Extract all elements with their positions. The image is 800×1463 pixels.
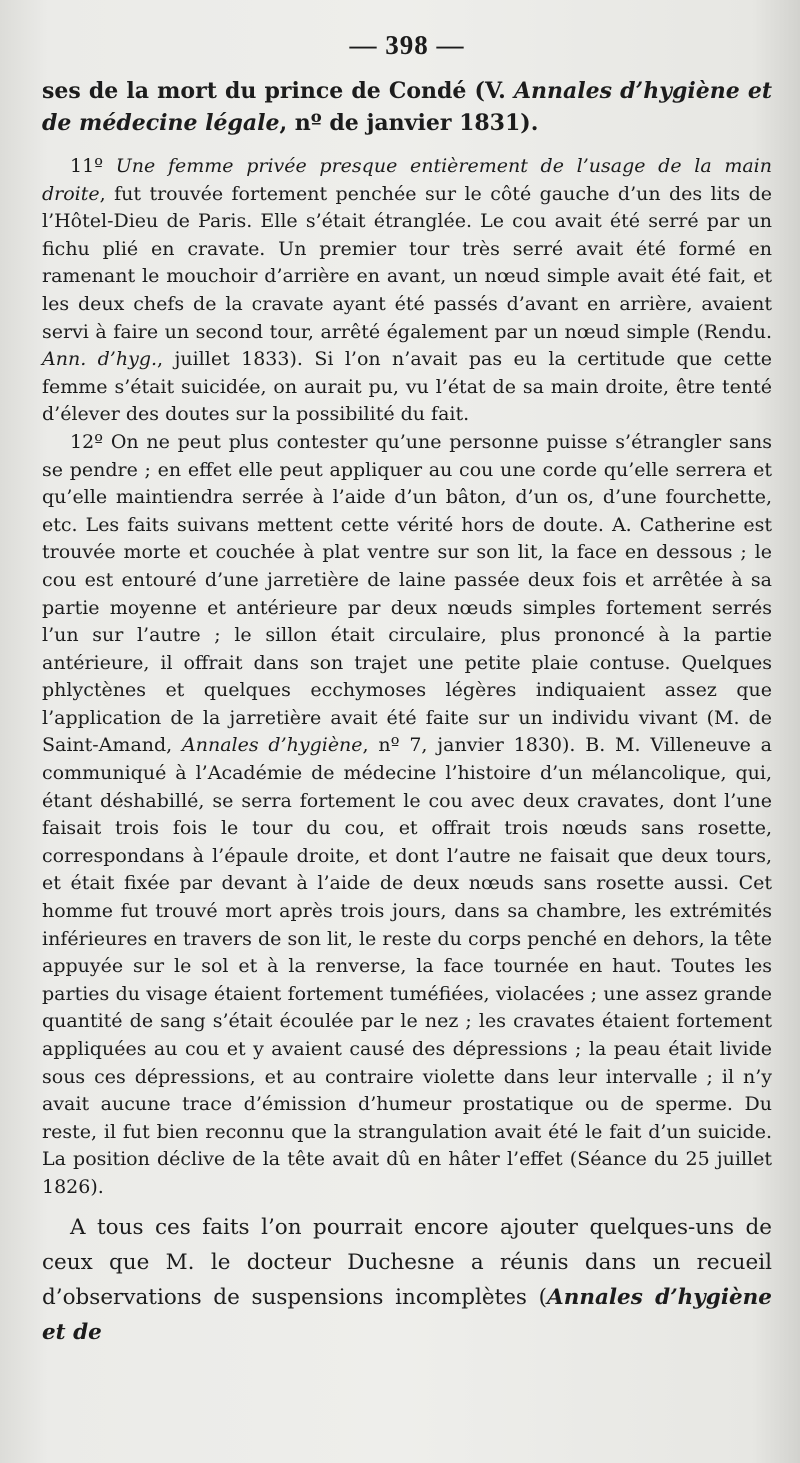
paragraph-11-text-2: , juillet 1833). Si l’on n’avait pas eu la certitude que cette femme s’était suicidée, on aurait pu, vu l’état de sa main droite, être tenté d’élever des doutes sur la possibilité du fait. <box>42 348 772 426</box>
intro-paragraph <box>42 75 772 139</box>
intro-journal-title: Annales d’hygiène et de médecine légale <box>42 78 772 136</box>
paragraph-11-citation: Ann. d’hyg. <box>42 348 158 371</box>
intro-text-1: ses de la mort du prince de Condé (V. <box>42 78 514 104</box>
page-number: — 398 — <box>349 30 465 60</box>
paragraph-12-citation: Annales d’hygiène <box>182 734 363 757</box>
paragraph-12 <box>42 429 772 1202</box>
paragraph-12-text-1: 12º On ne peut plus contester qu’une personne puisse s’étrangler sans se pendre ; en effet elle peut appliquer au cou une corde qu’elle serrera et qu’elle maintiendra serrée à l’aide d’un bâton, d’un os, d’une fourchette, etc. Les faits suivans mettent cette vérité hors de doute. A. Catherine est trouvée morte et couchée à plat ventre sur son lit, la face en dessous ; le cou est entouré d’une jarretière de laine passée deux fois et arrêtée à sa partie moyenne et antérieure par deux nœuds simples fortement serrés l’un sur l’autre ; le sillon était circulaire, plus prononcé à la partie antérieure, il offrait dans son trajet une petite plaie contuse. Quelques phlyctènes et quelques ecchymoses légères indiquaient assez que l’application de la jarretière avait été faite sur un individu vivant (M. de Saint-Amand, <box>42 430 772 757</box>
paragraph-12-text-2: , nº 7, janvier 1830). B. M. Villeneuve a communiqué à l’Académie de médecine l’histoire d’un mélancolique, qui, étant déshabillé, se serra fortement le cou avec deux cravates, dont l’une faisait trois fois le tour du cou, et offrait trois nœuds sans rosette, correspondans à l’épaule droite, et dont l’autre ne faisait que deux tours, et était fixée par devant à l’aide de deux nœuds sans rosette aussi. Cet homme fut trouvé mort après trois jours, dans sa chambre, les extrémités inférieures en travers de son lit, le reste du corps penché en dehors, la tête appuyée sur le sol et à la renverse, la face tournée en haut. Toutes les parties du visage étaient fortement tuméfiées, violacées ; une assez grande quantité de sang s’était écoulée par le nez ; les cravates étaient fortement appliquées au cou et y avaient causé des dépressions ; la peau était livide sous ces dépressions, et au contraire violette dans leur intervalle ; il n’y avait aucune trace d’émission d’humeur prostatique ou de sperme. Du reste, il fut bien reconnu que la strangulation avait été le fait d’un suicide. La position déclive de la tête avait dû en hâter l’effet (Séance du 25 juillet 1826). <box>42 734 772 1198</box>
paragraph-11-text-1: , fut trouvée fortement penchée sur le côté gauche d’un des lits de l’Hôtel-Dieu de Paris. Elle s’était étranglée. Le cou avait été serré par un fichu plié en cravate. Un premier tour très serré avait été formé en ramenant le mouchoir d’arrière en avant, un nœud simple avait été fait, et les deux chefs de la cravate ayant été passés d’avant en arrière, avaient servi à faire un second tour, arrêté également par un nœud simple (Rendu. <box>42 182 772 343</box>
paragraph-11 <box>42 153 772 429</box>
closing-journal-title: Annales d’hygiène et de <box>42 1284 772 1345</box>
closing-paragraph <box>42 1210 772 1350</box>
closing-text: A tous ces faits l’on pourrait encore ajouter quelques-uns de ceux que M. le docteur Duchesne a réunis dans un recueil d’observations de suspensions incomplètes ( <box>42 1214 772 1310</box>
intro-text-2: , nº de janvier 1831). <box>279 110 539 136</box>
paragraph-11-heading: Une femme privée presque entièrement de l’usage de la main droite <box>42 155 772 205</box>
paragraph-11-number: 11º <box>70 155 116 177</box>
